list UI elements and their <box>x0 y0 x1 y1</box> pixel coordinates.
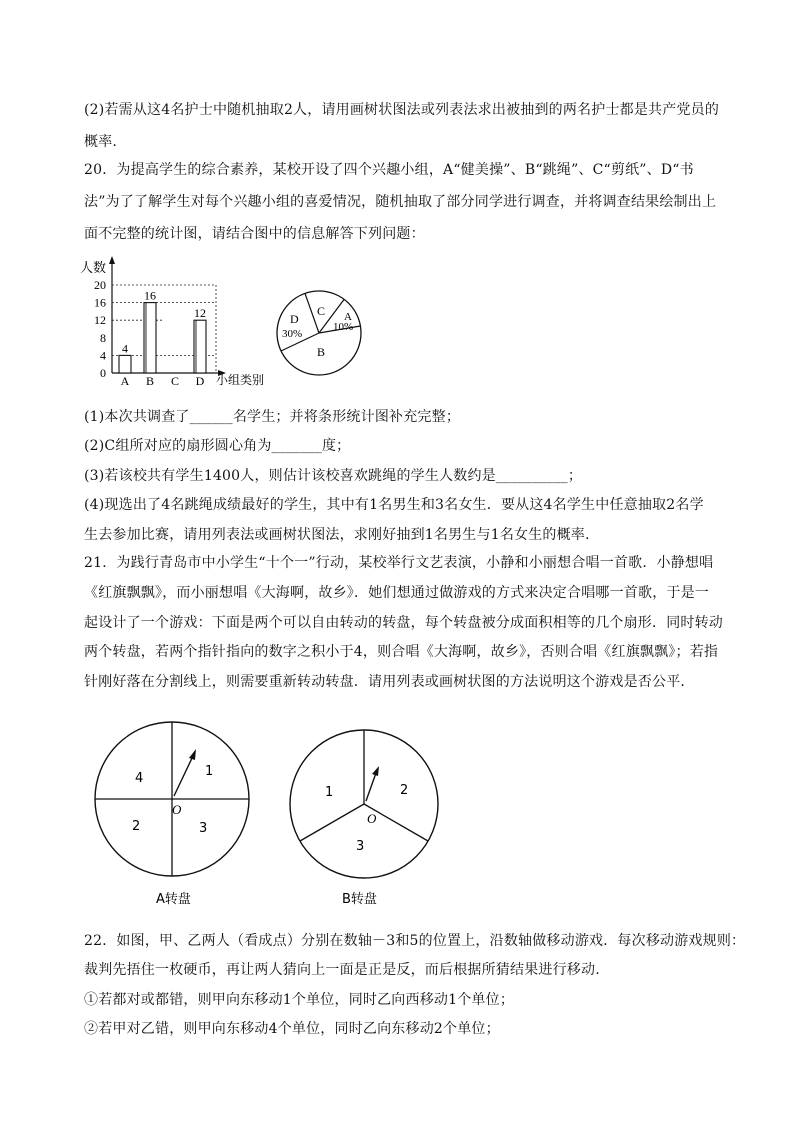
pie-label-d-percent: 30% <box>282 328 303 340</box>
spinner-a-caption: A转盘 <box>156 892 191 907</box>
spinner-a-label-2: 2 <box>132 819 141 834</box>
q20-stem-line3: 面不完整的统计图，请结合图中的信息解答下列问题： <box>84 226 425 242</box>
bar-chart-ytick-0: 0 <box>100 366 106 380</box>
bar-data-label-B: 16 <box>144 288 156 303</box>
q20-question-4-line2: 生去参加比赛，请用列表法或画树状图法，求刚好抽到1名男生与1名女生的概率. <box>84 527 590 543</box>
bar-chart-ytick-20: 20 <box>94 278 106 292</box>
pie-chart <box>270 286 370 382</box>
bar-chart-ytick-12: 12 <box>94 313 106 328</box>
bar-chart-bars <box>119 303 206 373</box>
bar-chart-ylabel: 人数 <box>80 260 107 275</box>
q20-stem-line2: 法”为了了解学生对每个兴趣小组的喜爱情况，随机抽取了部分同学进行调查，并将调查结果绘制出上 <box>84 194 717 210</box>
spinner-a <box>92 718 256 914</box>
q20-question-3: (3)若该校共有学生1400人，则估计该校喜欢跳绳的学生人数约是__________； <box>84 468 583 484</box>
bar-chart-categories <box>121 374 205 388</box>
spinner-a-label-1: 1 <box>205 764 214 779</box>
bar-chart-ytick-4: 4 <box>100 348 106 363</box>
q22-line2: 裁判先捂住一枚硬币，再让两人猜向上一面是正是反，而后根据所猜结果进行移动. <box>84 962 600 978</box>
bar-category-D: D <box>195 374 205 388</box>
bar-chart <box>68 252 268 388</box>
q22-rule1: ①若都对或都错，则甲向东移动1个单位，同时乙向西移动1个单位； <box>84 992 515 1008</box>
bar-data-label-A: 4 <box>122 341 128 356</box>
pie-label-a: A <box>344 311 352 323</box>
pie-label-c: C <box>317 304 326 318</box>
spinner-b-label-2: 2 <box>400 783 409 798</box>
q21-line1: 21．为践行青岛市中小学生“十个一”行动，某校举行文艺表演，小静和小丽想合唱一首歌．小静想唱 <box>84 555 714 571</box>
spinner-a-label-4: 4 <box>135 771 144 786</box>
q20-question-1: (1)本次共调查了______名学生；并将条形统计图补充完整； <box>84 409 461 425</box>
spinner-b-center-label: O <box>367 811 377 826</box>
bar-chart-data-labels <box>122 289 206 356</box>
bar-chart-y-axis-arrow <box>109 256 115 264</box>
pie-label-d: D <box>290 312 299 326</box>
bar-chart-xlabel: 小组类别 <box>216 373 265 387</box>
bar-chart-ytick-16: 16 <box>94 295 106 310</box>
q21-line3: 起设计了一个游戏：下面是两个可以自由转动的转盘，每个转盘被分成面积相等的几个扇形．同时转动 <box>84 615 723 631</box>
spinner-b-label-1: 1 <box>325 785 334 800</box>
spinner-a-pointer <box>174 749 196 796</box>
q21-line4: 两个转盘，若两个指针指向的数字之积小于4，则合唱《大海啊，故乡》，否则合唱《红旗飘飘》；若指 <box>84 644 719 660</box>
q22-rule2: ②若甲对乙错，则甲向东移动4个单位，同时乙向东移动2个单位； <box>84 1021 500 1037</box>
spinner-a-label-3: 3 <box>199 821 208 836</box>
spinner-b-divider-left <box>300 804 364 841</box>
q19-part2-line2: 概率. <box>84 134 118 150</box>
q20-question-4-line1: (4)现选出了4名跳绳成绩最好的学生，其中有1名男生和3名女生．要从这4名学生中任意抽取2名学 <box>84 497 704 513</box>
spinner-b <box>284 725 448 915</box>
q21-line5: 针刚好落在分割线上，则需要重新转动转盘．请用列表或画树状图的方法说明这个游戏是否公平. <box>84 674 686 690</box>
spinner-a-center-label: O <box>172 802 182 817</box>
spinner-b-label-3: 3 <box>356 839 365 854</box>
q20-question-2: (2)C组所对应的扇形圆心角为_______度； <box>84 438 351 454</box>
bar-category-A: A <box>120 374 130 388</box>
q20-stem-line1: 20．为提高学生的综合素养，某校开设了四个兴趣小组，A“健美操”、B“跳绳”、C“剪纸”、D“书 <box>84 162 694 178</box>
bar-chart-ytick-8: 8 <box>100 330 106 345</box>
q22-line1: 22．如图，甲、乙两人（看成点）分别在数轴－3和5的位置上，沿数轴做移动游戏．每次移动游戏规则： <box>84 933 746 949</box>
pie-label-b: B <box>317 345 326 359</box>
bar-A <box>119 355 131 373</box>
bar-category-C: C <box>170 374 180 388</box>
spinner-b-caption: B转盘 <box>342 892 377 907</box>
pie-label-a-percent: 10% <box>333 321 354 333</box>
q21-line2: 《红旗飘飘》，而小丽想唱《大海啊，故乡》．她们想通过做游戏的方式来决定合唱哪一首歌，于是一 <box>84 585 709 601</box>
q19-part2-line1: (2)若需从这4名护士中随机抽取2人，请用画树状图法或列表法求出被抽到的两名护士都是共产党员的 <box>84 102 720 118</box>
spinner-b-pointer <box>366 766 379 801</box>
bar-chart-y-ticks <box>94 278 106 380</box>
bar-category-B: B <box>145 374 155 388</box>
bar-data-label-D: 12 <box>194 306 206 321</box>
